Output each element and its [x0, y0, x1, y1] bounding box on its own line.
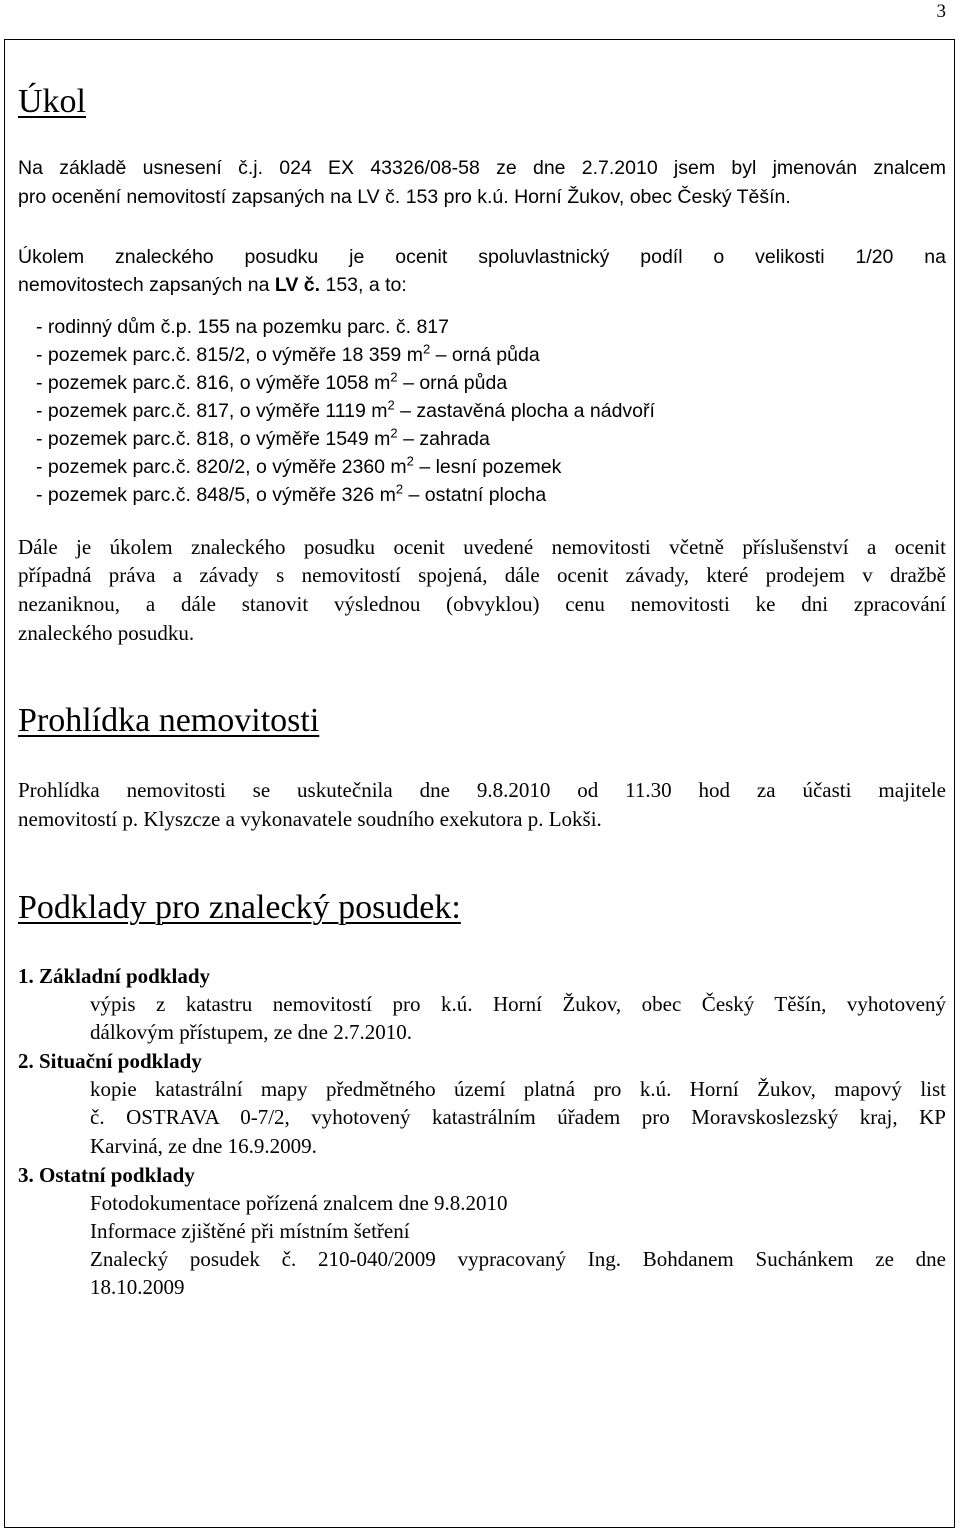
page-number: 3 [936, 1, 946, 22]
area-unit-superscript: 2 [406, 453, 414, 469]
property-item-text: - pozemek parc.č. 815/2, o výměře 18 359 m [36, 344, 423, 366]
property-item [36, 371, 507, 395]
podklady-section-line: 18.10.2009 [90, 1275, 185, 1299]
property-item-type: – zahrada [397, 428, 490, 450]
property-item-text: - rodinný dům č.p. 155 na pozemku parc. č. 817 [36, 316, 449, 338]
property-item-text: - pozemek parc.č. 818, o výměře 1549 m [36, 428, 391, 450]
property-item [36, 427, 490, 451]
podklady-section-title: 1. Základní podklady [18, 964, 211, 988]
podklady-section-line: dálkovým přístupem, ze dne 2.7.2010. [90, 1020, 412, 1044]
podklady-section-line: Fotodokumentace pořízená znalcem dne 9.8.2010 [90, 1191, 508, 1215]
ukol-additional-line: Dále je úkolem znaleckého posudku ocenit uvedené nemovitosti včetně příslušenství a ocenit [18, 535, 946, 559]
area-unit-superscript: 2 [390, 425, 398, 441]
property-item-text: - pozemek parc.č. 848/5, o výměře 326 m [36, 484, 396, 506]
section-heading-prohlidka: Prohlídka nemovitosti [18, 702, 320, 739]
property-item-type: – orná půda [430, 344, 540, 366]
podklady-section-line: kopie katastrální mapy předmětného území platná pro k.ú. Horní Žukov, mapový list [90, 1077, 946, 1101]
property-item-text: - pozemek parc.č. 817, o výměře 1119 m [36, 400, 388, 422]
ukol-additional-line: případná práva a závady s nemovitostí spojená, dále ocenit závady, které prodejem v dražbě [18, 563, 946, 587]
ukol-task-line [18, 273, 407, 297]
property-item-type: – lesní pozemek [413, 456, 562, 478]
prohlidka-line: nemovitostí p. Klyszcze a vykonavatele soudního exekutora p. Lokši. [18, 807, 602, 831]
property-item-text: - pozemek parc.č. 816, o výměře 1058 m [36, 372, 391, 394]
podklady-section-line: Karviná, ze dne 16.9.2009. [90, 1134, 317, 1158]
area-unit-superscript: 2 [390, 369, 398, 385]
area-unit-superscript: 2 [422, 341, 431, 357]
property-item [36, 315, 449, 339]
property-item-text: - pozemek parc.č. 820/2, o výměře 2360 m [36, 456, 407, 478]
podklady-section-title: 3. Ostatní podklady [18, 1163, 195, 1187]
ukol-task-text: 153, a to: [320, 274, 407, 296]
section-heading-ukol: Úkol [18, 83, 86, 120]
area-unit-superscript: 2 [395, 481, 404, 497]
prohlidka-line: Prohlídka nemovitosti se uskutečnila dne 9.8.2010 od 11.30 hod za účasti majitele [18, 778, 946, 802]
ukol-additional-line: nezaniknou, a dále stanovit výslednou (obvyklou) cenu nemovitosti ke dni zpracování [18, 592, 946, 616]
podklady-section-title: 2. Situační podklady [18, 1049, 202, 1073]
ukol-task-line: Úkolem znaleckého posudku je ocenit spoluvlastnický podíl o velikosti 1/20 na [18, 246, 946, 268]
property-item-type: – ostatní plocha [403, 484, 547, 506]
podklady-section-line: č. OSTRAVA 0-7/2, vyhotovený katastrálním úřadem pro Moravskoslezský kraj, KP [90, 1105, 946, 1129]
property-item-type: – orná půda [397, 372, 508, 394]
property-item [36, 483, 546, 507]
ukol-task-text: nemovitostech zapsaných na [18, 274, 275, 296]
section-heading-podklady: Podklady pro znalecký posudek: [18, 889, 461, 926]
ukol-paragraph-line: pro ocenění nemovitostí zapsaných na LV č. 153 pro k.ú. Horní Žukov, obec Český Těšín. [18, 186, 791, 208]
ukol-lv-label: LV č. [274, 274, 321, 296]
ukol-paragraph-line: Na základě usnesení č.j. 024 EX 43326/08-58 ze dne 2.7.2010 jsem byl jmenován znalcem [18, 157, 946, 179]
property-item [36, 455, 561, 479]
podklady-section-line: Informace zjištěné při místním šetření [90, 1219, 410, 1243]
property-item-type: – zastavěná plocha a nádvoří [394, 400, 655, 422]
podklady-section-line: výpis z katastru nemovitostí pro k.ú. Horní Žukov, obec Český Těšín, vyhotovený [90, 992, 946, 1016]
podklady-section-line: Znalecký posudek č. 210-040/2009 vypracovaný Ing. Bohdanem Suchánkem ze dne [90, 1247, 946, 1271]
property-item [36, 343, 540, 367]
property-item [36, 399, 655, 423]
area-unit-superscript: 2 [387, 397, 395, 413]
ukol-additional-line: znaleckého posudku. [18, 621, 195, 645]
